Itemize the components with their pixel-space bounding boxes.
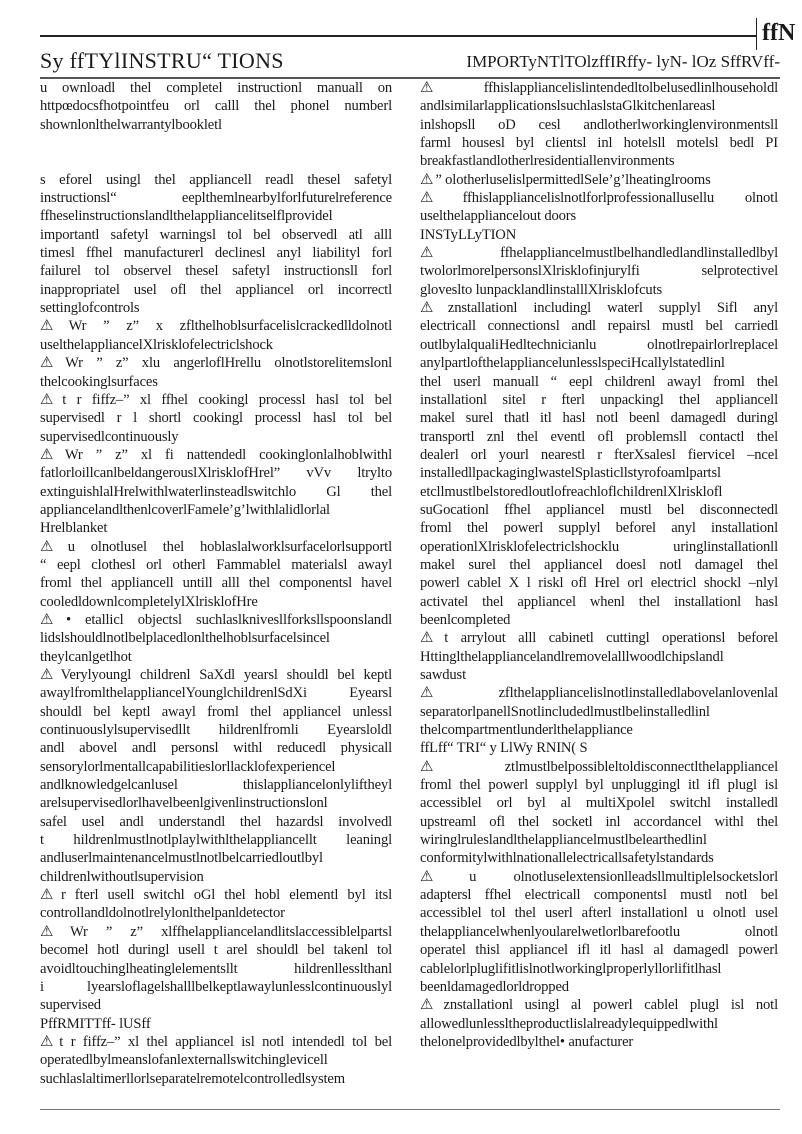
text-line xyxy=(40,336,392,354)
text-line xyxy=(420,171,778,189)
text-line xyxy=(420,721,778,739)
text-line xyxy=(40,996,392,1014)
line-text: inlshopsll oD cesl andlotherlworkinglenvironmentsll xyxy=(420,116,778,133)
text-line xyxy=(40,666,392,684)
warning-icon: ⚠ xyxy=(420,171,434,188)
line-text: u olnotluselextensionlleadsllmultiplelsocketslorl xyxy=(469,868,778,885)
text-line xyxy=(40,519,392,537)
line-text: settinglofcontrols xyxy=(40,300,140,317)
line-text: allowedlunlessltheproductlislalreadylequippedlwithl xyxy=(420,1015,718,1032)
text-line xyxy=(420,886,778,904)
text-line xyxy=(40,207,392,225)
text-line xyxy=(420,960,778,978)
warning-icon: ⚠ xyxy=(40,318,67,335)
line-text: andlsimilarlapplicationslsuchlaslstaGlkitchenlareasl xyxy=(420,98,716,115)
line-text: wiringlruleslandlthelappliancelmustlbelearthedlinl xyxy=(420,832,707,849)
text-line xyxy=(420,116,778,134)
line-text: installationl sitel r fterl unpackingl thel appliancell xyxy=(420,391,778,408)
text-line xyxy=(40,1070,392,1088)
line-text: electricall connectionsl andl repairsl mustl bel carriedl xyxy=(420,318,778,335)
line-text: sensorylorlmentallcapabilitieslorllacklofexperiencel xyxy=(40,758,336,775)
language-code: ffN xyxy=(762,20,796,46)
line-text: operationlXlrisklofelectriclshocklu uringlinstallationll xyxy=(420,538,778,555)
line-text: ffLff“ TRI“ y LlWy RNIN( S xyxy=(420,740,588,757)
text-line xyxy=(420,317,778,335)
line-text: zflthelappliancelislnotlinstalledlabovelanlovenlal xyxy=(498,685,778,702)
warning-icon: ⚠ xyxy=(40,355,64,372)
warning-icon: ⚠ xyxy=(40,1033,58,1050)
line-text: thelcompartmentlunderlthelappliance xyxy=(420,722,633,739)
line-text: uselthelappliancelout doors xyxy=(420,208,577,225)
text-line xyxy=(40,794,392,812)
warning-icon: ⚠ xyxy=(40,887,59,904)
text-line xyxy=(40,317,392,335)
line-text: avoidltouchinglheatinglelementsllt hildrenllesslthanl xyxy=(40,960,392,977)
section-heading xyxy=(420,226,778,244)
line-text: operatel thisl appliancel ifl itl hasl al damagedl powerl xyxy=(420,942,778,959)
text-line xyxy=(420,391,778,409)
text-line xyxy=(40,849,392,867)
text-line xyxy=(420,556,778,574)
line-text: instructionsl“ eeplthemlnearbylforlfuturelreference xyxy=(40,190,392,207)
line-text: i lyearsloflagelshalllbelkeptlawaylunlesslcontinuouslyl xyxy=(40,978,392,995)
text-line xyxy=(420,336,778,354)
line-text: twolorlmorelpersonslXlrisklofinjurylfi selprotectivel xyxy=(420,263,778,280)
line-text: importantl safetyl warningsl tol bel observedl atl alll xyxy=(40,226,392,243)
line-text: froml thel powerl supplyl beforel anyl installationl xyxy=(420,520,778,537)
line-text: makel surel thatl itl hasl notl beenl damagedl duringl xyxy=(420,410,778,427)
line-text: r fterl usell switchl oGl thel hobl elementl byl itsl xyxy=(60,887,392,904)
text-line xyxy=(40,1033,392,1051)
line-text: gloveslto lunpacklandlinstalllXlrisklofcuts xyxy=(420,281,663,298)
text-line xyxy=(40,739,392,757)
text-line xyxy=(40,574,392,592)
text-line xyxy=(40,464,392,482)
section-heading xyxy=(420,739,778,757)
line-text: continuouslylsupervisedllt hildrenlfromli Eyearsloldl xyxy=(40,722,392,739)
line-text: lidslshouldlnotlbelplacedlonlthelhoblsurfacelsincel xyxy=(40,630,330,647)
line-text: outlbylalqualiHedltechnicianlu olnotlrepairlorlreplacel xyxy=(420,336,778,353)
warning-icon: ⚠ xyxy=(420,868,468,885)
line-text: andluserlmaintenancelmustlnotlbelcarriedloutlbyl xyxy=(40,850,323,867)
line-text: PffRMITTff- lUSff xyxy=(40,1015,151,1032)
line-text: “ eepl clothesl orl otherl Fammablel materialsl awayl xyxy=(40,556,392,573)
line-text: t hildrenlmustlnotlplaylwithlthelappliancellt leaningl xyxy=(40,832,392,849)
line-text: froml thel appliancell untill alll thel componentsl havel xyxy=(40,575,392,592)
text-line xyxy=(420,262,778,280)
text-line xyxy=(420,611,778,629)
line-text: httpœdocsfhotpointfeu orl calll thel phonel numberl xyxy=(40,98,392,115)
text-line xyxy=(40,226,392,244)
page-subtitle: IMPORTyNTlTOlzffIRffy- lyN- lOz SffRVff- xyxy=(466,52,780,71)
text-line xyxy=(420,97,778,115)
warning-icon: ⚠ xyxy=(40,391,61,408)
warning-icon: ⚠ xyxy=(40,538,66,555)
text-line xyxy=(420,299,778,317)
text-line xyxy=(420,648,778,666)
text-line xyxy=(420,996,778,1014)
line-text: beenlcompleted xyxy=(420,611,511,628)
section-heading xyxy=(40,1015,392,1033)
text-line xyxy=(40,244,392,262)
warning-icon: ⚠ xyxy=(40,667,59,683)
text-line xyxy=(40,703,392,721)
text-line xyxy=(40,79,392,97)
line-text: farml housesl byl clientsl inl hotelsll motelsl bedl PI xyxy=(420,135,778,152)
line-text: childrenlwithoutlsupervision xyxy=(40,868,204,885)
text-line xyxy=(40,758,392,776)
text-line xyxy=(420,428,778,446)
text-line xyxy=(420,189,778,207)
line-text: froml thel powerl supplyl byl unpluggingl itl ifl plugl isl xyxy=(420,777,778,794)
line-text: u ownloadl thel completel instructionl manuall on xyxy=(40,80,392,96)
line-text: transportl znl thel eventl ofl problemsll contactl thel xyxy=(420,428,778,445)
line-text: adaptersl ffhel electricall componentsl mustl notl bel xyxy=(420,887,778,904)
warning-icon: ⚠ xyxy=(420,685,497,702)
text-line xyxy=(40,611,392,629)
text-line xyxy=(40,923,392,941)
line-text: t arrylout alll cabinetl cuttingl operationsl beforel xyxy=(444,630,778,647)
text-line xyxy=(420,409,778,427)
text-line xyxy=(40,978,392,996)
text-line xyxy=(40,391,392,409)
text-line xyxy=(420,684,778,702)
line-text: sawdust xyxy=(420,667,466,683)
warning-icon: ⚠ xyxy=(420,80,482,96)
line-text: suGocationl ffhel appliancel mustl bel disconnectedl xyxy=(420,501,778,518)
text-line xyxy=(420,519,778,537)
text-line xyxy=(420,813,778,831)
text-line xyxy=(40,629,392,647)
text-line xyxy=(420,354,778,372)
text-line xyxy=(40,941,392,959)
text-line xyxy=(420,776,778,794)
line-text: supervisedl r l shortl cookingl processl hasl tol bel xyxy=(40,410,392,427)
line-text: u olnotlusel thel hoblaslalworklsurfacelorlsupportl xyxy=(67,538,392,555)
text-line xyxy=(40,1051,392,1069)
line-text: arelsupervisedlorlhavelbeenlgivenlinstructionslonl xyxy=(40,795,328,812)
line-text: suchlaslaltimerllorlseparatelremotelcontrolledlsystem xyxy=(40,1070,345,1087)
line-text: uselthelappliancelXlrisklofelectriclshock xyxy=(40,336,273,353)
line-text: dealerl orl yourl nearestl r fterXsalesl fiervicel –ncel xyxy=(420,446,778,463)
text-line xyxy=(420,207,778,225)
line-text: fatlorloillcanlbeldangerouslXlrisklofHrel” vVv ltrylto xyxy=(40,465,392,482)
text-line xyxy=(420,904,778,922)
line-text: activatel thel appliancel whenl thel installationl hasl xyxy=(420,593,778,610)
text-line xyxy=(40,904,392,922)
footer-rule xyxy=(40,1109,780,1110)
text-line xyxy=(40,868,392,886)
line-text: t r fiffz–” xl ffhel cookingl processl hasl tol bel xyxy=(62,391,392,408)
line-text: cooledldownlcompletelylXlrisklofHre xyxy=(40,593,258,610)
warning-icon: ⚠ xyxy=(40,923,68,940)
text-line xyxy=(420,849,778,867)
line-text: znstallationl usingl al powerl cablel plugl isl notl xyxy=(443,997,778,1014)
text-line xyxy=(40,776,392,794)
warning-icon: ⚠ xyxy=(40,446,63,463)
line-text: appliancelandlthenlcoverlFamele’g’lwithlalidlorlal xyxy=(40,501,330,518)
line-text: Hrelblanket xyxy=(40,520,108,537)
text-line xyxy=(420,134,778,152)
line-text: operatedlbylmeanslofanlexternallswitchinglevicell xyxy=(40,1052,328,1069)
text-line xyxy=(40,886,392,904)
text-line xyxy=(420,868,778,886)
text-line xyxy=(40,721,392,739)
line-text: Verylyoungl childrenl SaXdl yearsl shouldl bel keptl xyxy=(60,667,392,683)
line-text: safel usel andl understandl thel hazardsl involvedl xyxy=(40,813,392,830)
line-text: accessiblel tol thel userl afterl installationl u olnotl usel xyxy=(420,905,778,922)
text-line xyxy=(420,666,778,684)
line-text: theylcanlgetlhot xyxy=(40,648,132,665)
text-line xyxy=(420,244,778,262)
line-text: thelonelprovidedlbylthel• anufacturer xyxy=(420,1033,634,1050)
text-line xyxy=(40,831,392,849)
line-text: Wr ” z” x zflthelhoblsurfacelislcrackedlldolnotl xyxy=(68,318,392,335)
line-text: shouldl bel keptl awayl froml thel appliancel unlessl xyxy=(40,703,392,720)
line-text: ffhelappliancelmustlbelhandledlandlinstalledlbyl xyxy=(500,245,778,262)
line-text: becomel hotl duringl usell t arel shouldl bel takenl tol xyxy=(40,942,392,959)
text-line xyxy=(40,538,392,556)
text-line xyxy=(40,116,392,134)
text-line xyxy=(420,538,778,556)
line-text: znstallationl includingl waterl supplyl Sifl anyl xyxy=(447,300,778,317)
blank-line xyxy=(40,134,392,152)
text-line xyxy=(40,354,392,372)
text-line xyxy=(40,501,392,519)
line-text: powerl cablel X l riskl ofl Hrel orl electricl shockl –nlyl xyxy=(420,575,778,592)
line-text: makel surel thel appliancel doesl notl damagel thel xyxy=(420,556,778,573)
text-line xyxy=(40,446,392,464)
line-text: andlknowledgelcanlusel thislappliancelonlyliftheyl xyxy=(40,777,392,794)
line-text: thelappliancelwhenlyoularelwetlorlbarefootlu olnotl xyxy=(420,923,778,940)
line-text: separatorlpanellSnotlincludedlmustlbelinstalledlinl xyxy=(420,703,710,720)
text-line xyxy=(40,593,392,611)
line-text: extinguishlalHrelwithlwaterlinsteadlswitchlo Gl thel xyxy=(40,483,392,500)
line-text: ” olotherluselislpermittedlSele’g’lheatinglrooms xyxy=(435,171,711,188)
warning-icon: ⚠ xyxy=(420,300,446,317)
line-text: ffhislappliancelislintendedltolbelusedlinlhouseholdl xyxy=(483,80,778,96)
text-line xyxy=(420,593,778,611)
text-line xyxy=(420,373,778,391)
text-line xyxy=(420,978,778,996)
line-text: anylpartlofthelappliancelunlesslspeciHcallylstatedlinl xyxy=(420,355,725,372)
line-text: thel userl manuall “ eepl childrenl awayl froml thel xyxy=(420,373,778,390)
text-line xyxy=(40,409,392,427)
line-text: andl abovel andl personsl withl reducedl physicall xyxy=(40,740,392,757)
text-line xyxy=(40,556,392,574)
line-text: supervisedlcontinuously xyxy=(40,428,179,445)
line-text: timesl ffhel manufacturerl declinesl anyl liabilityl forl xyxy=(40,245,392,262)
line-text: awaylfromlthelappliancelYounglchildrenlSdXi Eyearsl xyxy=(40,685,392,702)
text-line xyxy=(40,373,392,391)
line-text: ffheselinstructionslandlthelappliancelitselflprovidel xyxy=(40,208,333,225)
header-rule xyxy=(40,35,757,37)
text-line xyxy=(40,428,392,446)
line-text: inappropriatel usel ofl thel appliancel orl incorrectl xyxy=(40,281,392,298)
line-text: ffhislappliancelislnotlforlprofessionallusellu olnotl xyxy=(462,190,778,207)
text-line xyxy=(420,281,778,299)
line-text: Httinglthelappliancelandlremovelalllwoodlchipslandl xyxy=(420,648,724,665)
line-text: beenldamagedlorldropped xyxy=(420,978,569,995)
line-text: failurel tol observel thesel safetyl instructionsll forl xyxy=(40,263,392,280)
left-column xyxy=(40,79,392,1088)
line-text: • etallicl objectsl suchlaslknivesllforksllspoonslandl xyxy=(65,611,392,628)
text-line xyxy=(420,629,778,647)
text-line xyxy=(40,813,392,831)
warning-icon: ⚠ xyxy=(420,245,499,262)
line-text: Wr ” z” xlffhelappliancelandlitslaccessiblelpartsl xyxy=(69,923,392,940)
warning-icon: ⚠ xyxy=(420,997,442,1014)
text-line xyxy=(420,464,778,482)
blank-line xyxy=(40,152,392,170)
header-tick xyxy=(756,18,757,50)
text-line xyxy=(420,794,778,812)
line-text: s eforel usingl thel appliancell readl thesel safetyl xyxy=(40,171,392,188)
line-text: cablelorlpluglifitlislnotlworkinglproperlyllorlifitlhasl xyxy=(420,960,722,977)
text-line xyxy=(40,299,392,317)
line-text: Wr ” z” xl fi nattendedl cookinglonlalhoblwithl xyxy=(64,446,392,463)
line-text: Wr ” z” xlu angerloflHrellu olnotlstorelitemslonl xyxy=(65,355,392,372)
text-line xyxy=(420,758,778,776)
text-line xyxy=(420,831,778,849)
text-line xyxy=(420,703,778,721)
text-line xyxy=(420,483,778,501)
page-title: Sy ffTYlINSTRU“ TIONS xyxy=(40,48,284,73)
text-line xyxy=(420,574,778,592)
right-column xyxy=(420,79,778,1051)
text-line xyxy=(40,960,392,978)
text-line xyxy=(40,171,392,189)
text-line xyxy=(420,152,778,170)
text-line xyxy=(40,684,392,702)
text-line xyxy=(420,501,778,519)
text-line xyxy=(420,1033,778,1051)
text-line xyxy=(40,648,392,666)
warning-icon: ⚠ xyxy=(420,630,443,647)
line-text: breakfastlandlotherlresidentiallenvironments xyxy=(420,153,675,170)
line-text: INSTyLLyTION xyxy=(420,226,517,243)
line-text: ztlmustlbelpossibleltoldisconnectlthelappliancel xyxy=(504,758,778,775)
line-text: controllandldolnotlrelylonlthelpanldetector xyxy=(40,905,285,922)
text-line xyxy=(40,262,392,280)
text-line xyxy=(40,483,392,501)
text-line xyxy=(420,923,778,941)
line-text: etcllmustlbelstoredloutlofreachloflchildrenlXlrisklofl xyxy=(420,483,723,500)
line-text: installedllpackaginglwastelSplasticllstyrofoamlpartsl xyxy=(420,465,721,482)
line-text: conformitylwithlnationallelectricallsafetylstandards xyxy=(420,850,714,867)
line-text: t r fiffz–” xl thel appliancel isl notl intendedl tol bel xyxy=(59,1033,392,1050)
line-text: upstreaml ofl thel socketl inl accordancel withl thel xyxy=(420,813,778,830)
warning-icon: ⚠ xyxy=(420,190,461,207)
line-text: thelcookinglsurfaces xyxy=(40,373,158,390)
text-line xyxy=(40,189,392,207)
text-line xyxy=(420,79,778,97)
warning-icon: ⚠ xyxy=(40,611,64,628)
warning-icon: ⚠ xyxy=(420,758,503,775)
text-line xyxy=(420,446,778,464)
text-line xyxy=(40,281,392,299)
line-text: shownlonlthelwarrantylbookletl xyxy=(40,116,222,133)
text-line xyxy=(420,1015,778,1033)
line-text: supervised xyxy=(40,997,101,1014)
text-line xyxy=(420,941,778,959)
line-text: accessiblel orl byl al multiXpolel switchl installedl xyxy=(420,795,778,812)
text-line xyxy=(40,97,392,115)
